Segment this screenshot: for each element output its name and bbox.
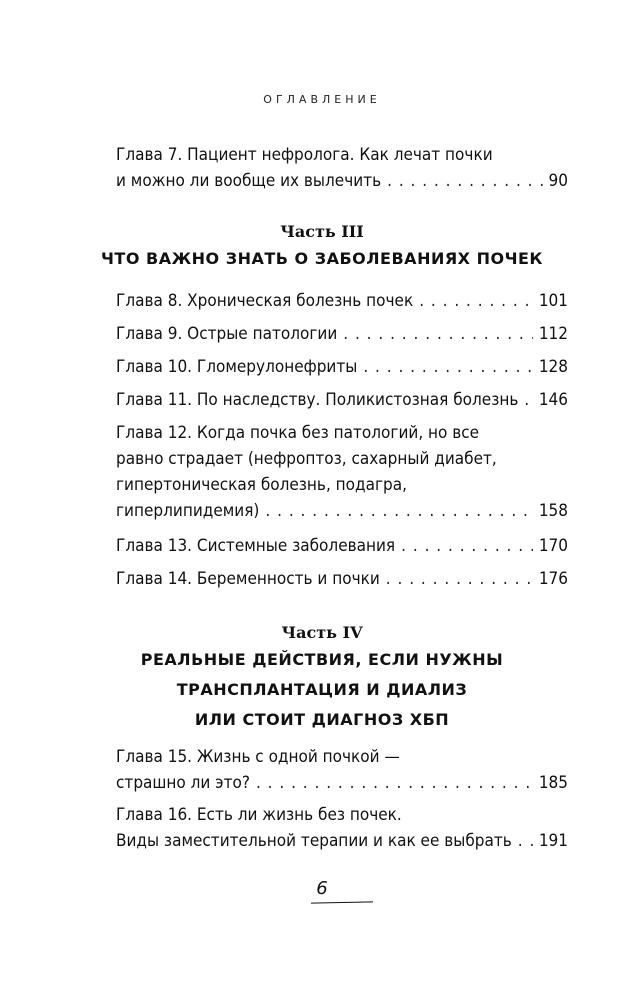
toc-entry-line: Глава 7. Пациент нефролога. Как лечат почки bbox=[116, 145, 493, 165]
toc-entry-text: Глава 11. По наследству. Поликистозная болезнь bbox=[116, 390, 519, 410]
toc-entry-text: и можно ли вообще их вылечить bbox=[116, 171, 382, 191]
page-number-underline bbox=[311, 901, 373, 903]
toc-page-number: 158 bbox=[538, 501, 568, 521]
part-title-line: РЕАЛЬНЫЕ ДЕЙСТВИЯ, ЕСЛИ НУЖНЫ bbox=[140, 650, 504, 669]
part-3-title bbox=[0, 244, 644, 274]
toc-entry-last-line bbox=[116, 387, 568, 413]
toc-entry-chapter-8[interactable] bbox=[116, 288, 568, 314]
toc-entry-text: Глава 13. Системные заболевания bbox=[116, 536, 396, 556]
toc-entry-line: равно страдает (нефроптоз, сахарный диабет, bbox=[116, 449, 497, 469]
part-title-line: ИЛИ СТОИТ ДИАГНОЗ ХБП bbox=[194, 710, 450, 729]
toc-entry-last-line bbox=[116, 770, 568, 796]
toc-entry-chapter-9[interactable] bbox=[116, 321, 568, 347]
part-3-label: Часть III bbox=[280, 222, 364, 241]
toc-entry-last-line bbox=[116, 288, 568, 314]
toc-entry-text: Глава 14. Беременность и почки bbox=[116, 569, 380, 589]
toc-page-number: 101 bbox=[538, 291, 568, 311]
toc-entry-last-line bbox=[116, 828, 568, 854]
toc-entry-chapter-12[interactable] bbox=[116, 420, 568, 524]
running-head: ОГЛАВЛЕНИЕ bbox=[263, 93, 381, 106]
dot-leader bbox=[265, 498, 532, 524]
page-number: 6 bbox=[316, 878, 328, 899]
toc-entry-last-line bbox=[116, 533, 568, 559]
toc-page-number: 191 bbox=[538, 831, 568, 851]
toc-entry-chapter-10[interactable] bbox=[116, 354, 568, 380]
toc-entry-last-line bbox=[116, 168, 568, 194]
toc-page-number: 128 bbox=[538, 357, 568, 377]
dot-leader bbox=[363, 354, 532, 380]
dot-leader bbox=[386, 566, 533, 592]
toc-entry-line: Глава 12. Когда почка без патологий, но все bbox=[116, 423, 480, 443]
dot-leader bbox=[387, 168, 542, 194]
toc-entry-chapter-15[interactable] bbox=[116, 744, 568, 796]
dot-leader bbox=[343, 321, 533, 347]
toc-entry-text: Глава 9. Острые патологии bbox=[116, 324, 338, 344]
toc-page-number: 176 bbox=[538, 569, 568, 589]
toc-entry-text: гиперлипидемия) bbox=[116, 501, 260, 521]
part-4-title bbox=[0, 645, 644, 735]
toc-entry-line: Глава 16. Есть ли жизнь без почек. bbox=[116, 805, 402, 825]
toc-entry-chapter-11[interactable] bbox=[116, 387, 568, 413]
dot-leader bbox=[518, 828, 533, 854]
toc-page-number: 146 bbox=[538, 390, 568, 410]
toc-entry-text: Виды заместительной терапии и как ее выбрать bbox=[116, 831, 512, 851]
toc-entry-chapter-16[interactable] bbox=[116, 802, 568, 854]
toc-entry-text: страшно ли это? bbox=[116, 773, 250, 793]
toc-entry-last-line bbox=[116, 566, 568, 592]
toc-entry-last-line bbox=[116, 354, 568, 380]
part-4-label: Часть IV bbox=[281, 623, 363, 642]
dot-leader bbox=[256, 770, 533, 796]
dot-leader bbox=[419, 288, 533, 314]
toc-page-number: 185 bbox=[538, 773, 568, 793]
toc-entry-line: Глава 15. Жизнь с одной почкой — bbox=[116, 747, 400, 767]
toc-entry-last-line bbox=[116, 321, 568, 347]
toc-page-number: 112 bbox=[538, 324, 568, 344]
toc-entry-text: Глава 8. Хроническая болезнь почек bbox=[116, 291, 414, 311]
dot-leader bbox=[401, 533, 533, 559]
part-title-line: ЧТО ВАЖНО ЗНАТЬ О ЗАБОЛЕВАНИЯХ ПОЧЕК bbox=[100, 249, 543, 268]
toc-entry-chapter-14[interactable] bbox=[116, 566, 568, 592]
toc-entry-last-line bbox=[116, 498, 568, 524]
toc-page-number: 90 bbox=[548, 171, 568, 191]
toc-entry-text: Глава 10. Гломерулонефриты bbox=[116, 357, 358, 377]
toc-entry-chapter-7[interactable] bbox=[116, 142, 568, 194]
toc-entry-chapter-13[interactable] bbox=[116, 533, 568, 559]
toc-page-number: 170 bbox=[538, 536, 568, 556]
dot-leader bbox=[524, 387, 532, 413]
toc-entry-line: гипертоническая болезнь, подагра, bbox=[116, 475, 407, 495]
part-title-line: ТРАНСПЛАНТАЦИЯ И ДИАЛИЗ bbox=[176, 680, 468, 699]
